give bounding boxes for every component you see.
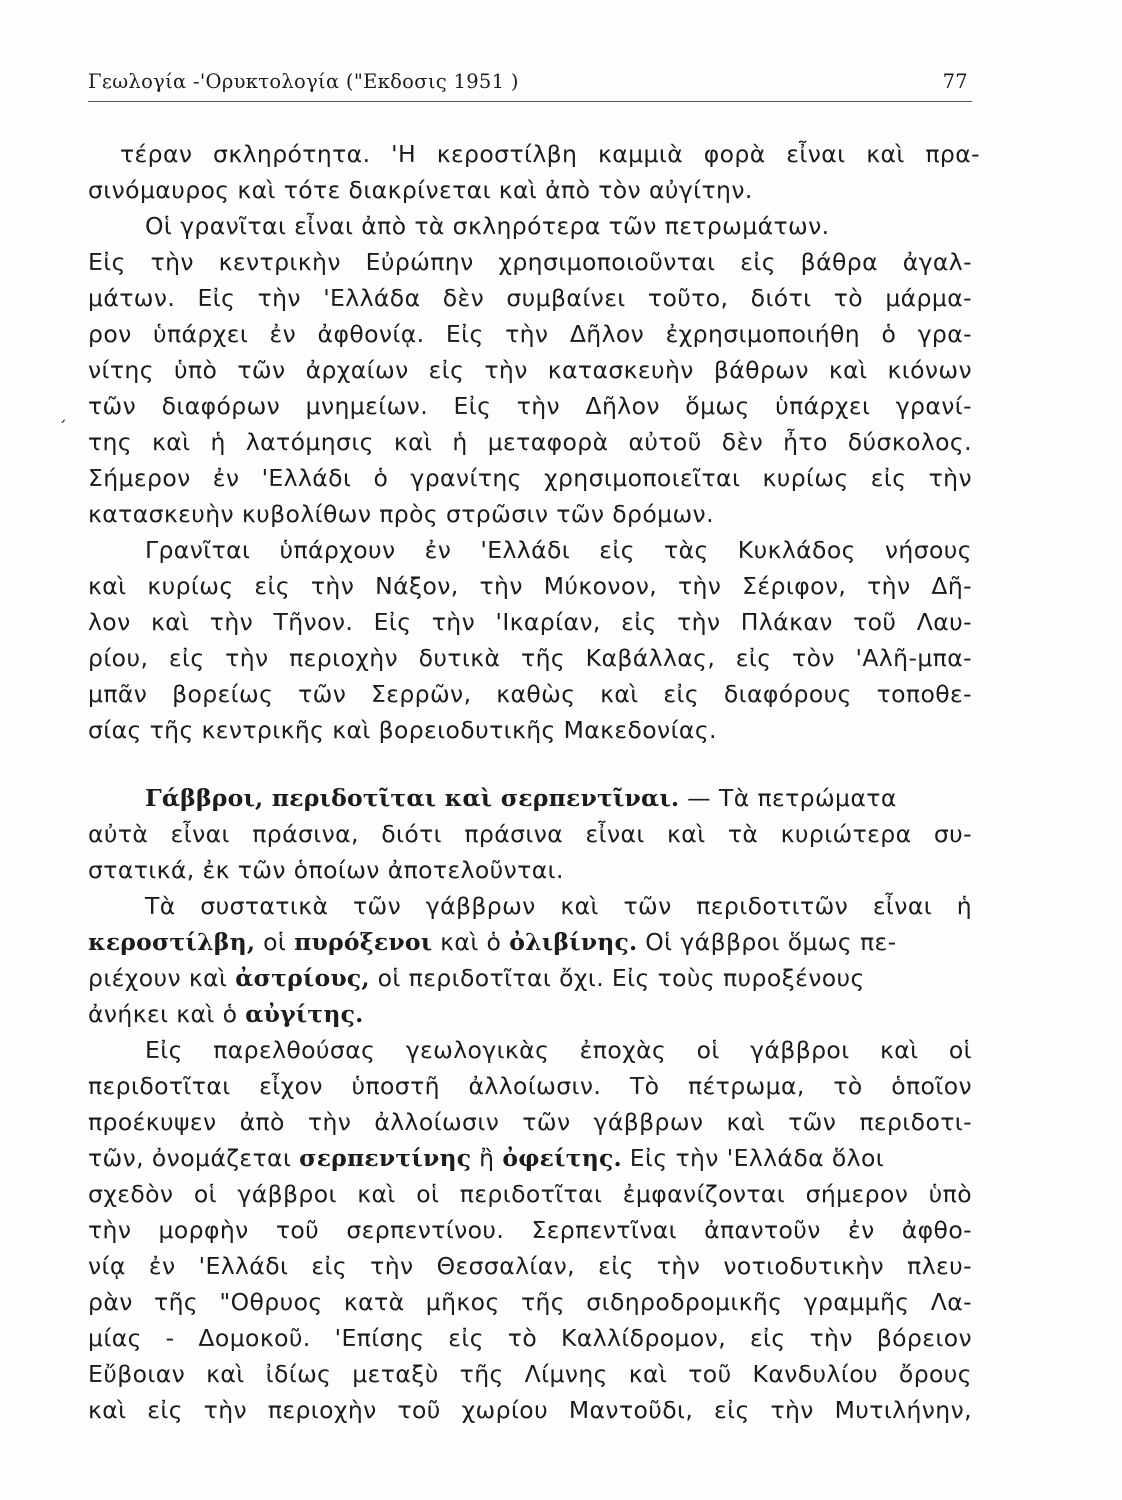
text-line: ρον ὑπάρχει ἐν ἀφθονίᾳ. Εἰς τὴν Δῆλον ἐχρησιμοποιήθη ὁ γρα- xyxy=(88,320,972,348)
margin-tick-mark: ˊ xyxy=(58,418,67,439)
heading-continuation: — Τὰ πετρώματα xyxy=(679,784,897,812)
text-line: αὐτὰ εἶναι πράσινα, διότι πράσινα εἶναι καὶ τὰ κυριώτερα συ- xyxy=(88,820,972,848)
text-line-mixed xyxy=(88,996,948,1032)
text-line: περιδοτῖται εἶχον ὑποστῆ ἀλλοίωσιν. Τὸ πέτρωμα, τὸ ὁποῖον xyxy=(88,1072,972,1100)
text-span: Οἱ γάββροι ὅμως πε- xyxy=(637,928,897,956)
text-line: μπᾶν βορείως τῶν Σερρῶν, καθὼς καὶ εἰς διαφόρους τοποθε- xyxy=(88,680,972,708)
text-line: καὶ εἰς τὴν περιοχὴν τοῦ χωρίου Μαντοῦδι, εἰς τὴν Μυτιλήνην, xyxy=(88,1396,972,1424)
text-line: νίτης ὑπὸ τῶν ἀρχαίων εἰς τὴν κατασκευὴν βάθρων καὶ κιόνων xyxy=(88,356,972,384)
text-span: Εἰς τὴν 'Ελλάδα ὅλοι xyxy=(621,1144,885,1172)
text-span: καὶ ὁ xyxy=(432,928,510,956)
text-line-mixed xyxy=(88,924,948,960)
text-line: ρὰν τῆς "Οθρυος κατὰ μῆκος τῆς σιδηροδρομικῆς γραμμῆς Λα- xyxy=(88,1288,972,1316)
text-line: Οἱ γρανῖται εἶναι ἀπὸ τὰ σκληρότερα τῶν πετρωμάτων. xyxy=(145,212,830,240)
text-line: Γρανῖται ὑπάρχουν ἐν 'Ελλάδι εἰς τὰς Κυκλάδος νήσους xyxy=(145,536,972,564)
text-line: σινόμαυρος καὶ τότε διακρίνεται καὶ ἀπὸ τὸν αὐγίτην. xyxy=(88,176,753,204)
text-line: τὴν μορφὴν τοῦ σερπεντίνου. Σερπεντῖναι ἀπαντοῦν ἐν ἀφθο- xyxy=(88,1216,972,1244)
text-span: ριέχουν καὶ xyxy=(88,964,236,992)
section-heading: Γάββροι, περιδοτῖται καὶ σερπεντῖναι. xyxy=(145,784,680,812)
header-title: Γεωλογία -'Ορυκτολογία ("Εκδοσις 1951 ) xyxy=(88,70,519,93)
term-bold: ἀστρίους, xyxy=(235,964,370,992)
text-span: οἱ περιδοτῖται ὄχι. Εἰς τοὺς πυροξένους xyxy=(369,964,865,992)
header-rule xyxy=(88,101,972,102)
text-line: ρίου, εἰς τὴν περιοχὴν δυτικὰ τῆς Καβάλλας, εἰς τὸν 'Αλῆ-μπα- xyxy=(88,644,972,672)
text-line: Τὰ συστατικὰ τῶν γάββρων καὶ τῶν περιδοτιτῶν εἶναι ἡ xyxy=(145,892,972,920)
text-line: Εἰς τὴν κεντρικὴν Εὐρώπην χρησιμοποιοῦνται εἰς βάθρα ἀγαλ- xyxy=(88,248,972,276)
text-span: τῶν, ὀνομάζεται xyxy=(88,1144,300,1172)
running-header xyxy=(88,66,972,106)
term-bold: ὀλιβίνης. xyxy=(509,928,638,956)
text-line: σχεδὸν οἱ γάββροι καὶ οἱ περιδοτῖται ἐμφανίζονται σήμερον ὑπὸ xyxy=(88,1180,972,1208)
text-line: της καὶ ἡ λατόμησις καὶ ἡ μεταφορὰ αὐτοῦ δὲν ἦτο δύσκολος. xyxy=(88,428,972,456)
text-line: Σήμερον ἐν 'Ελλάδι ὁ γρανίτης χρησιμοποιεῖται κυρίως εἰς τὴν xyxy=(88,464,972,492)
text-line: λον καὶ τὴν Τῆνον. Εἰς τὴν 'Ικαρίαν, εἰς τὴν Πλάκαν τοῦ Λαυ- xyxy=(88,608,972,636)
text-line-mixed xyxy=(88,1140,948,1176)
text-line: σίας τῆς κεντρικῆς καὶ βορειοδυτικῆς Μακεδονίας. xyxy=(88,716,717,744)
text-line: μάτων. Εἰς τὴν 'Ελλάδα δὲν συμβαίνει τοῦτο, διότι τὸ μάρμα- xyxy=(88,284,972,312)
text-line: προέκυψεν ἀπὸ τὴν ἀλλοίωσιν τῶν γάββρων καὶ τῶν περιδοτι- xyxy=(88,1108,972,1136)
text-line: τῶν διαφόρων μνημείων. Εἰς τὴν Δῆλον ὅμως ὑπάρχει γρανί- xyxy=(88,392,972,420)
text-line: νίᾳ ἐν 'Ελλάδι εἰς τὴν Θεσσαλίαν, εἰς τὴν νοτιοδυτικὴν πλευ- xyxy=(88,1252,972,1280)
text-span: ἀνήκει καὶ ὁ xyxy=(88,1000,246,1028)
text-span: οἱ xyxy=(255,928,295,956)
term-bold: σερπεντίνης xyxy=(299,1144,472,1172)
text-line: καὶ κυρίως εἰς τὴν Νάξον, τὴν Μύκονον, τὴν Σέριφον, τὴν Δῆ- xyxy=(88,572,972,600)
term-bold: ὀφείτης. xyxy=(502,1144,622,1172)
text-line: τέραν σκληρότητα. 'Η κεροστίλβη καμμιὰ φορὰ εἶναι καὶ πρα- xyxy=(120,140,980,168)
text-line: Εὔβοιαν καὶ ἰδίως μεταξὺ τῆς Λίμνης καὶ τοῦ Κανδυλίου ὄρους xyxy=(88,1360,972,1388)
term-bold: αὐγίτης. xyxy=(245,1000,364,1028)
text-line: Εἰς παρελθούσας γεωλογικὰς ἐποχὰς οἱ γάββροι καὶ οἱ xyxy=(145,1036,972,1064)
text-line-mixed xyxy=(88,960,948,996)
text-line: μίας - Δομοκοῦ. 'Επίσης εἰς τὸ Καλλίδρομον, εἰς τὴν βόρειον xyxy=(88,1324,972,1352)
page-number: 77 xyxy=(942,70,968,93)
text-line: κατασκευὴν κυβολίθων πρὸς στρῶσιν τῶν δρόμων. xyxy=(88,500,714,528)
text-span: ἢ xyxy=(471,1144,503,1172)
text-line: στατικά, ἐκ τῶν ὁποίων ἀποτελοῦνται. xyxy=(88,856,564,884)
section-heading-line xyxy=(145,780,1005,816)
term-bold: πυρόξενοι xyxy=(294,928,433,956)
term-bold: κεροστίλβη, xyxy=(88,928,256,956)
